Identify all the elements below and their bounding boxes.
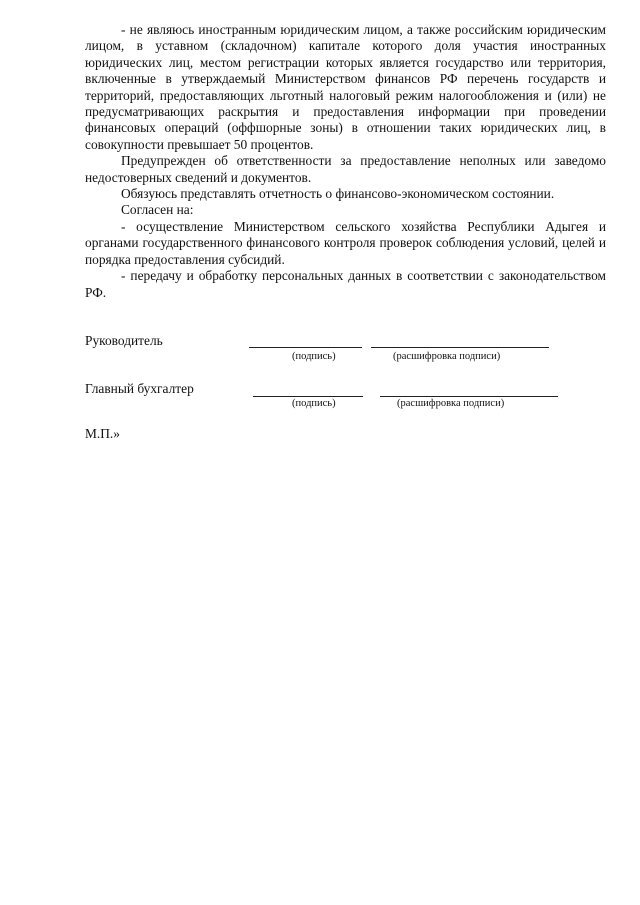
head-signature-line[interactable] (249, 347, 362, 348)
paragraph-offshore-clause: - не являюсь иностранным юридическим лицом, а также российским юридическим лицом, в уставном (складочном) капитале которого доля участия иностранных юридических лиц, местом регистрации которых является государство или территория, включенные в утверждаемый Министерством финансов РФ перечень государств и территорий, предоставляющих льготный налоговый режим налогообложения и (или) не предусматривающих раскрытия и предоставления информации при проведении финансовых операций (оффшорные зоны) в отношении таких юридических лиц, в совокупности превышает 50 процентов. (85, 22, 606, 152)
accountant-decoding-caption: (расшифровка подписи) (397, 398, 505, 409)
seal-place-mark: М.П.» (85, 426, 120, 441)
accountant-title-label: Главный бухгалтер (85, 381, 194, 396)
paragraph-reporting-obligation: Обязуюсь представлять отчетность о финансово-экономическом состоянии. (121, 186, 555, 202)
accountant-signature-line[interactable] (253, 396, 363, 397)
document-body (85, 22, 606, 301)
paragraph-consent-personal-data: - передачу и обработку персональных данных в соответствии с законодательством РФ. (85, 268, 606, 300)
head-decoding-caption: (расшифровка подписи) (393, 351, 501, 362)
accountant-signature-caption: (подпись) (292, 398, 336, 409)
head-signature-caption: (подпись) (292, 351, 336, 362)
paragraph-consent-heading: Согласен на: (121, 202, 194, 218)
paragraph-liability-warning: Предупрежден об ответственности за предоставление неполных или заведомо недостоверных сведений и документов. (85, 153, 606, 185)
head-title-label: Руководитель (85, 333, 163, 348)
head-decoding-line[interactable] (371, 347, 549, 348)
accountant-decoding-line[interactable] (380, 396, 558, 397)
paragraph-consent-inspections: - осуществление Министерством сельского хозяйства Республики Адыгея и органами государственного финансового контроля проверок соблюдения условий, целей и порядка предоставления субсидий. (85, 218, 606, 267)
